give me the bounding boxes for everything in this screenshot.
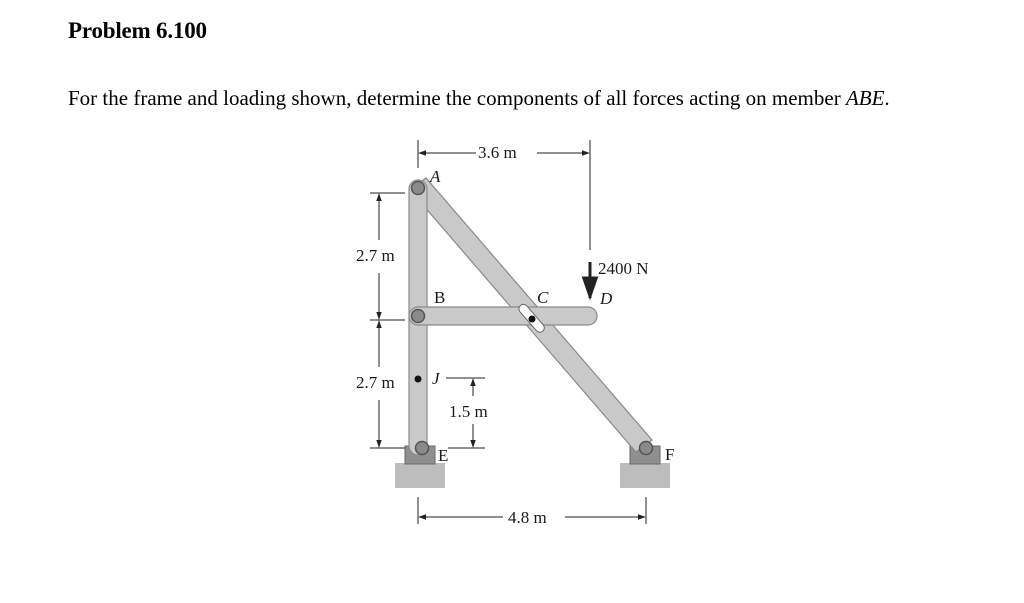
dim-lower-height: 2.7 m	[356, 373, 395, 392]
pin-f	[640, 442, 653, 455]
label-f: F	[665, 445, 675, 464]
label-b: B	[434, 288, 446, 307]
statement-text: For the frame and loading shown, determine the components of all forces acting on member	[68, 86, 846, 110]
pin-a	[412, 182, 425, 195]
label-j: J	[432, 369, 440, 388]
label-c: C	[537, 288, 549, 307]
label-a: A	[430, 167, 441, 186]
ground-support-f	[620, 463, 670, 488]
statement-member: ABE	[845, 86, 885, 110]
point-j	[415, 376, 422, 383]
ground-support-e	[395, 463, 445, 488]
label-d: D	[600, 289, 613, 308]
pin-b	[412, 310, 425, 323]
dim-top-span: 3.6 m	[478, 143, 517, 162]
dim-j-height: 1.5 m	[449, 402, 488, 421]
load-label: 2400 N	[598, 259, 649, 278]
member-bcd	[409, 307, 597, 325]
label-e: E	[438, 446, 449, 465]
dim-upper-height: 2.7 m	[356, 246, 395, 265]
problem-title: Problem 6.100	[68, 18, 207, 43]
statement-end: .	[884, 86, 890, 110]
pin-c	[529, 316, 536, 323]
dim-bottom-span: 4.8 m	[508, 508, 547, 527]
pin-e	[416, 442, 429, 455]
